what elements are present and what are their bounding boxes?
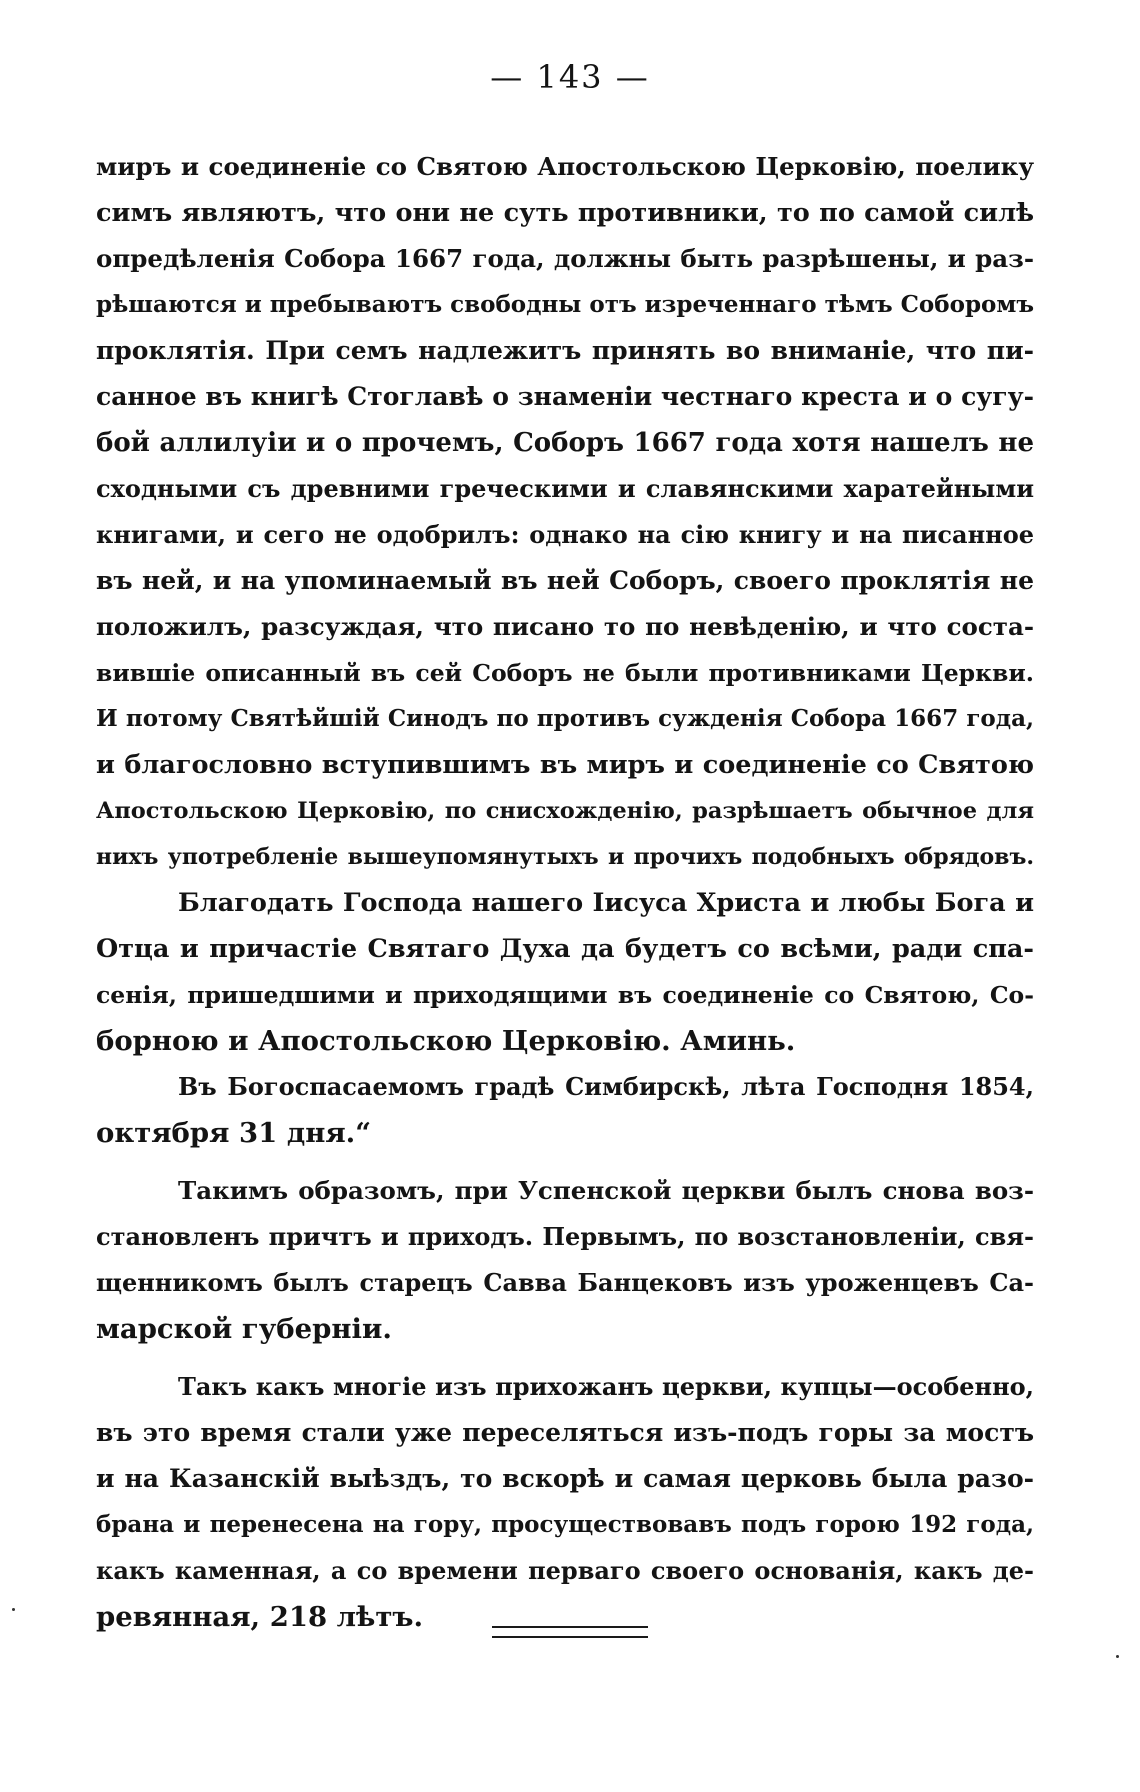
text-line: книгами, и сего не одобрилъ: однако на сію книгу и на писанное: [96, 520, 1034, 549]
paragraph: [96, 1364, 1034, 1640]
text-line: Апостольскою Церковію, по снисхожденію, разрѣшаетъ обычное для: [96, 798, 1034, 824]
text-line: борною и Апостольскою Церковію. Аминь.: [96, 1025, 796, 1057]
end-rule: [492, 1626, 648, 1638]
text-line: щенникомъ былъ старецъ Савва Банцековъ изъ уроженцевъ Са-: [96, 1268, 1034, 1297]
paragraph: [96, 144, 1034, 880]
text-line: положилъ, разсуждая, что писано то по невѣденію, и что соста-: [96, 612, 1034, 641]
body-text: [96, 144, 1034, 1640]
paragraph: [96, 880, 1034, 1064]
text-line: сенія, пришедшими и приходящими въ соединеніе со Святою, Со-: [96, 981, 1034, 1009]
text-line: брана и перенесена на гору, просуществовавъ подъ горою 192 года,: [96, 1511, 1034, 1538]
text-line: бой аллилуіи и о прочемъ, Соборъ 1667 года хотя нашелъ не: [96, 428, 1034, 458]
text-line: рѣшаются и пребываютъ свободны отъ изреченнаго тѣмъ Соборомъ: [96, 291, 1034, 318]
text-line: опредѣленія Собора 1667 года, должны быть разрѣшены, и раз-: [96, 244, 1034, 273]
text-line: И потому Святѣйшій Синодъ по противъ сужденія Собора 1667 года,: [96, 705, 1034, 732]
text-line: санное въ книгѣ Стоглавѣ о знаменіи честнаго креста и о сугу-: [96, 382, 1034, 411]
text-line: Такъ какъ многіе изъ прихожанъ церкви, купцы—особенно,: [178, 1372, 1034, 1401]
text-line: въ это время стали уже переселяться изъ-подъ горы за мостъ: [96, 1418, 1034, 1447]
text-line: Отца и причастіе Святаго Духа да будетъ со всѣми, ради спа-: [96, 934, 1034, 964]
text-line: въ ней, и на упоминаемый въ ней Соборъ, своего проклятія не: [96, 566, 1034, 595]
text-line: Благодать Господа нашего Іисуса Христа и любы Бога и: [178, 888, 1034, 918]
text-line: ревянная, 218 лѣтъ.: [96, 1601, 424, 1633]
page-number: — 143 —: [490, 58, 650, 96]
text-line: Такимъ образомъ, при Успенской церкви былъ снова воз-: [178, 1176, 1034, 1205]
print-speck: [1116, 1655, 1119, 1658]
text-line: марской губерніи.: [96, 1313, 392, 1345]
paragraph: [96, 1168, 1034, 1352]
text-line: симъ являютъ, что они не суть противники, то по самой силѣ: [96, 198, 1034, 228]
text-line: становленъ причтъ и приходъ. Первымъ, по возстановленіи, свя-: [96, 1222, 1034, 1251]
text-line: сходными съ древними греческими и славянскими харатейными: [96, 474, 1034, 503]
text-line: и благословно вступившимъ въ миръ и соединеніе со Святою: [96, 750, 1034, 780]
text-line: октября 31 дня.“: [96, 1117, 372, 1149]
text-line: проклятія. При семъ надлежитъ принять во вниманіе, что пи-: [96, 336, 1034, 365]
text-line: нихъ употребленіе вышеупомянутыхъ и прочихъ подобныхъ обрядовъ.: [96, 844, 1034, 870]
text-line: миръ и соединеніе со Святою Апостольскою Церковію, поелику: [96, 152, 1034, 181]
text-line: какъ каменная, а со времени перваго своего основанія, какъ де-: [96, 1556, 1034, 1585]
paragraph: [96, 1064, 1034, 1156]
text-line: вившіе описанный въ сей Соборъ не были противниками Церкви.: [96, 659, 1034, 687]
print-speck: [12, 1608, 15, 1611]
text-line: Въ Богоспасаемомъ градѣ Симбирскѣ, лѣта Господня 1854,: [178, 1072, 1034, 1101]
text-line: и на Казанскій выѣздъ, то вскорѣ и самая церковь была разо-: [96, 1464, 1034, 1493]
